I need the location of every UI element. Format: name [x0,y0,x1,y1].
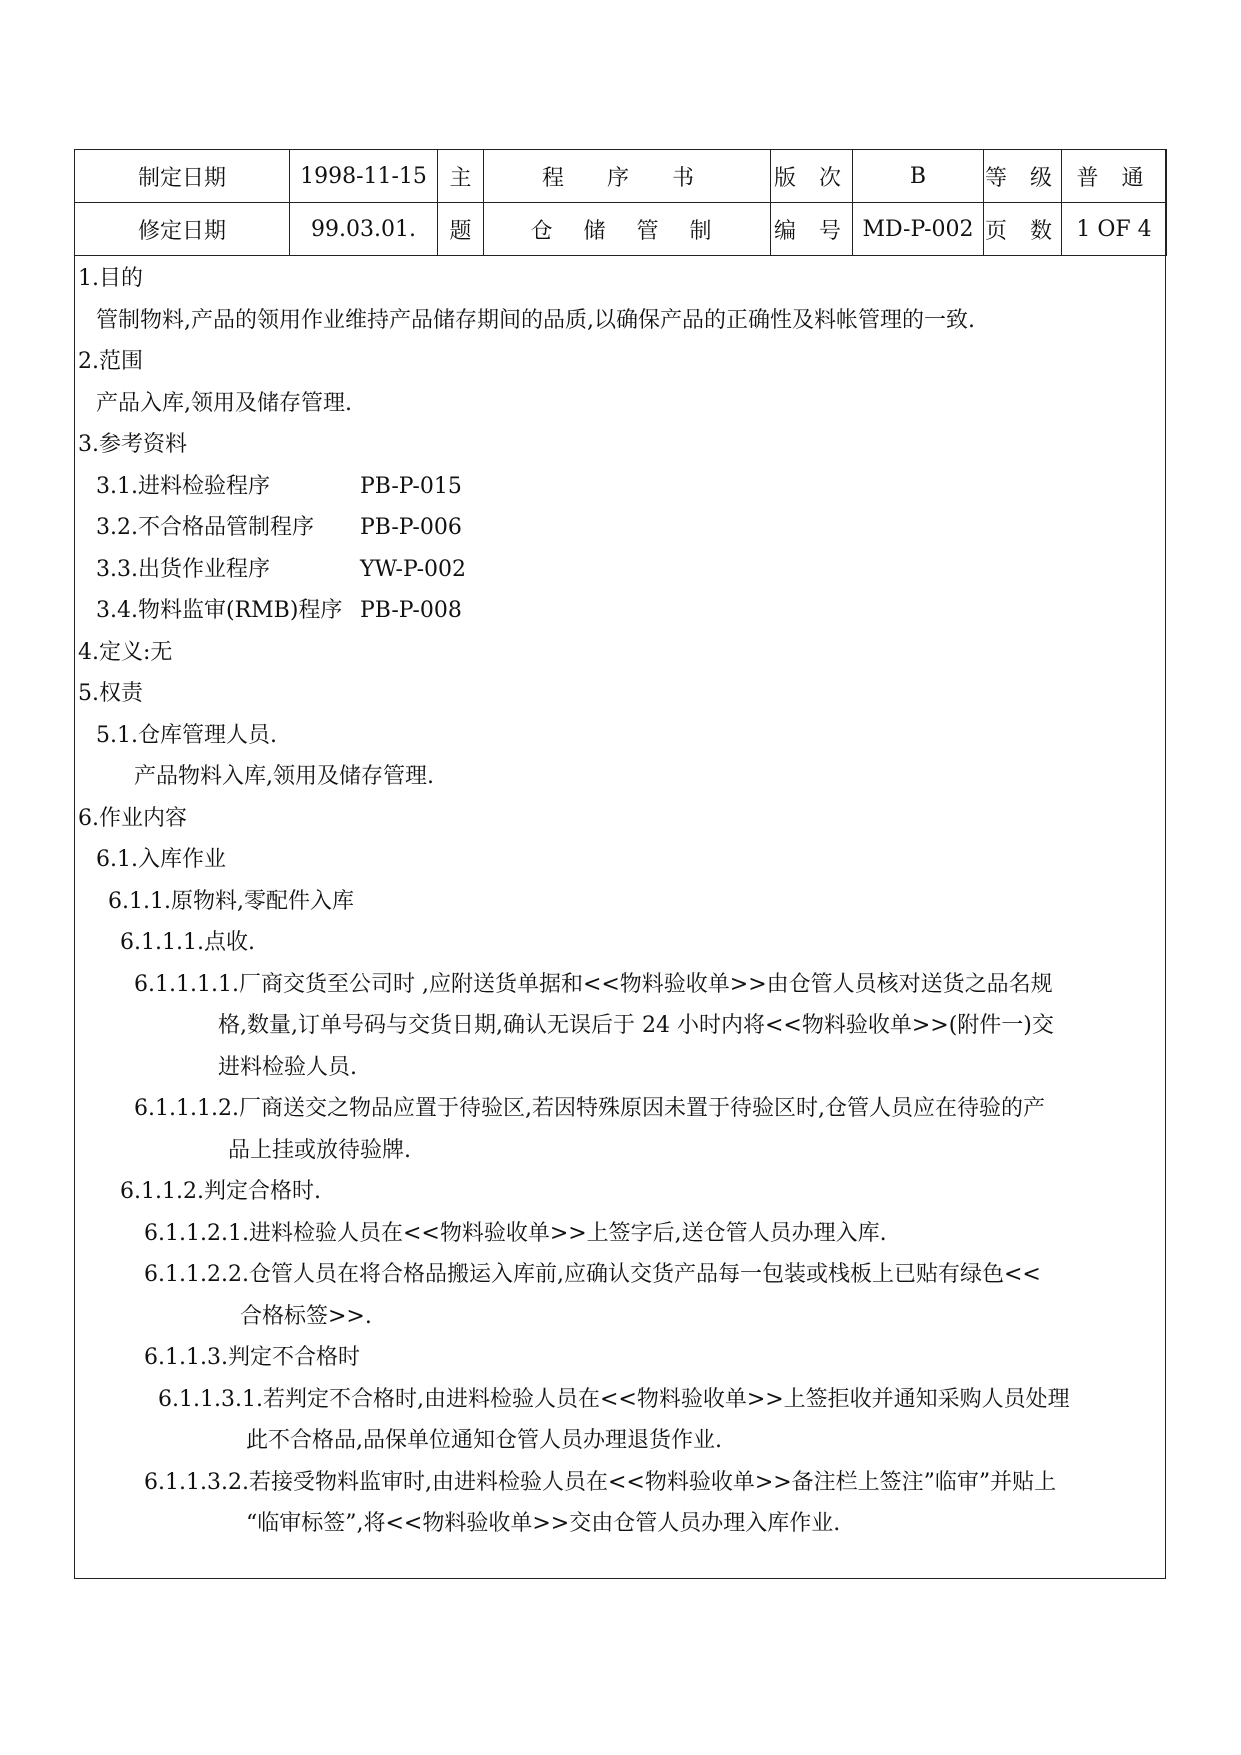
clause-6-1-1-2-2-line-2: 合格标签>>. [240,1303,372,1329]
clause-6-1-1-1-2-line-1: 6.1.1.1.2.厂商送交之物品应置于待验区,若因特殊原因未置于待验区时,仓管人员应在待验的产 [134,1096,1045,1121]
section-5-1-text: 产品物料入库,领用及储存管理. [134,764,434,789]
reference-title: 3.2.不合格品管制程序 [96,515,314,540]
section-4-title: 4.定义:无 [78,639,173,665]
version-label: 版 次 [771,150,853,203]
header-row-2 [75,203,1167,256]
clause-6-1-1-3-2-line-1: 6.1.1.3.2.若接受物料监审时,由进料检验人员在<<物料验收单>>备注栏上签注”临审”并贴上 [144,1469,1057,1495]
section-1-title: 1.目的 [78,266,143,291]
established-date-value: 1998-11-15 [290,150,438,203]
subject-value: 仓 储 管 制 [484,203,771,256]
section-6-1-heading: 6.1.入库作业 [96,847,226,872]
document-header-table [74,149,1167,256]
section-5-title: 5.权责 [78,681,143,706]
clause-6-1-1-2-2-line-1: 6.1.1.2.2.仓管人员在将合格品搬运入库前,应确认交货产品每一包装或栈板上已贴有绿色<< [144,1262,1041,1287]
number-label: 编 号 [771,203,853,256]
section-2-text: 产品入库,领用及储存管理. [96,390,352,416]
section-5-1-heading: 5.1.仓库管理人员. [96,722,277,748]
number-value: MD-P-002 [853,203,984,256]
reference-item [78,507,1158,549]
section-3-title: 3.参考资料 [78,432,187,457]
subject-label-bottom: 题 [438,203,484,256]
page-label: 页 数 [984,203,1062,256]
version-value: B [853,150,984,203]
established-date-label: 制定日期 [75,150,290,203]
document-body [78,258,1158,1545]
subject-label-top: 主 [438,150,484,203]
revised-date-label: 修定日期 [75,203,290,256]
clause-6-1-1-3-2-line-2: “临审标签”,将<<物料验收单>>交由仓管人员办理入库作业. [246,1511,841,1536]
grade-value: 普 通 [1062,150,1167,203]
grade-label: 等 级 [984,150,1062,203]
reference-item [78,549,1158,591]
reference-title: 3.3.出货作业程序 [96,556,270,582]
reference-code: YW-P-002 [360,556,466,582]
reference-code: PB-P-008 [360,598,462,623]
page-value: 1 OF 4 [1062,203,1167,256]
clause-6-1-1-1-1-line-1: 6.1.1.1.1.厂商交货至公司时 ,应附送货单据和<<物料验收单>>由仓管人员核对送货之品名规 [134,971,1053,997]
section-6-1-1-heading: 6.1.1.原物料,零配件入库 [108,888,354,914]
reference-code: PB-P-015 [360,473,462,499]
reference-code: PB-P-006 [360,515,462,540]
clause-6-1-1-1-1-line-2: 格,数量,订单号码与交货日期,确认无误后于 24 小时内将<<物料验收单>>(附件一)交 [218,1013,1054,1038]
clause-6-1-1-3-1-line-1: 6.1.1.3.1.若判定不合格时,由进料检验人员在<<物料验收单>>上签拒收并通知采购人员处理 [158,1386,1070,1412]
doc-type-value: 程 序 书 [484,150,771,203]
section-6-1-1-1-heading: 6.1.1.1.点收. [120,930,255,955]
header-row-1 [75,150,1167,203]
section-6-1-1-3-heading: 6.1.1.3.判定不合格时 [144,1345,360,1370]
section-2-title: 2.范围 [78,349,143,374]
clause-6-1-1-3-1-line-2: 此不合格品,品保单位通知仓管人员办理退货作业. [246,1428,722,1453]
revised-date-value: 99.03.01. [290,203,438,256]
reference-title: 3.4.物料监审(RMB)程序 [96,598,343,623]
section-6-1-1-2-heading: 6.1.1.2.判定合格时. [120,1179,321,1204]
clause-6-1-1-2-1: 6.1.1.2.1.进料检验人员在<<物料验收单>>上签字后,送仓管人员办理入库. [144,1220,887,1246]
section-6-title: 6.作业内容 [78,805,187,831]
reference-item [78,466,1158,508]
reference-title: 3.1.进料检验程序 [96,473,270,499]
section-1-text: 管制物料,产品的领用作业维持产品储存期间的品质,以确保产品的正确性及料帐管理的一致. [96,307,975,333]
clause-6-1-1-1-2-line-2: 品上挂或放待验牌. [228,1137,411,1163]
clause-6-1-1-1-1-line-3: 进料检验人员. [218,1054,357,1080]
reference-item [78,590,1158,632]
